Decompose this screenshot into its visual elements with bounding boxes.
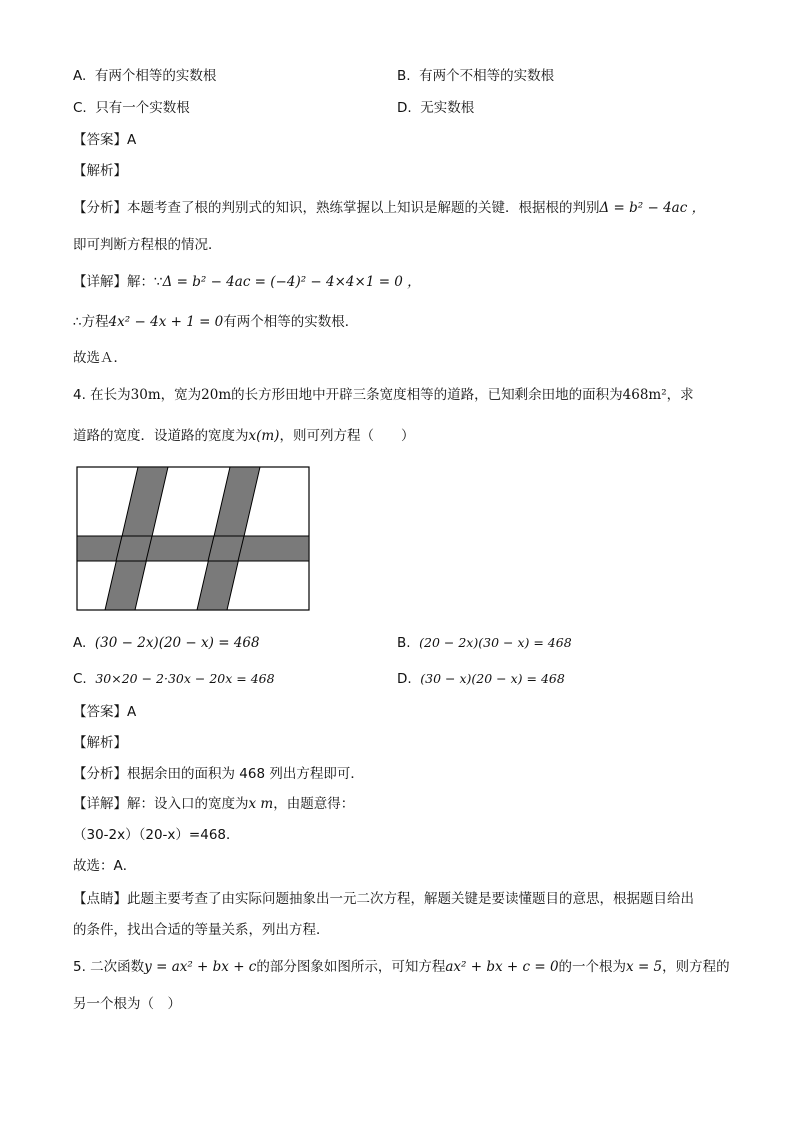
stem-text: 5. 二次函数 (73, 959, 145, 975)
q3-detail-line (73, 273, 421, 291)
stem-text: 的一个根为 (558, 959, 627, 975)
q3-option-c (73, 99, 190, 117)
stem-text: 的部分图象如图所示，可知方程 (256, 959, 446, 975)
known-root: x = 5 (626, 959, 663, 975)
option-text: 只有一个实数根 (95, 100, 190, 116)
q4-remark-line1: 【点睛】此题主要考查了由实际问题抽象出一元二次方程，解题关键是要读懂题目的意思，根据题目给出 (73, 891, 694, 907)
stem-text: ，求 (666, 387, 694, 403)
option-label: C. (73, 100, 87, 116)
detail-prefix: 【详解】解：∵ (73, 274, 163, 290)
analysis-text: 【分析】本题考查了根的判别式的知识，熟练掌握以上知识是解题的关键．根据根的判别 (73, 200, 600, 216)
option-formula: (30 − 2x)(20 − x) = 468 (94, 635, 260, 651)
quadratic-function: y = ax² + bx + c (144, 959, 257, 975)
option-label: D. (397, 100, 412, 116)
q5-stem-line2: 另一个根为（ ） (73, 996, 181, 1012)
therefore-formula: 4x² − 4x + 1 = 0 (108, 314, 224, 330)
option-label: A. (73, 68, 87, 84)
q3-option-a (73, 67, 216, 85)
stem-text: 的长方形田地中开辟三条宽度相等的道路，已知剩余田地的面积为 (231, 387, 623, 403)
option-label: B. (397, 635, 411, 651)
therefore-prefix: ∴方程 (73, 314, 109, 330)
option-label: A. (73, 635, 87, 651)
option-label: B. (397, 68, 411, 84)
q4-equation: （30-2x）（20-x）=468． (73, 827, 240, 843)
q4-detail (73, 795, 354, 813)
q4-analysis: 【分析】根据余田的面积为 468 列出方程即可． (73, 766, 364, 782)
option-text: 无实数根 (420, 100, 475, 116)
discriminant-formula: Δ = b² − 4ac ， (599, 200, 706, 216)
q3-therefore-line (73, 313, 358, 331)
q5-stem-line1 (73, 958, 730, 976)
stem-text: 4. 在长为 (73, 387, 131, 403)
option-formula: 30×20 − 2·30x − 20x = 468 (95, 671, 275, 686)
q4-option-b (397, 634, 572, 652)
q3-analysis-line1 (73, 199, 705, 217)
q3-answer: 【答案】A (73, 132, 137, 148)
road-width-variable: x(m) (248, 428, 280, 444)
q4-stem-line2 (73, 427, 414, 445)
length-value: 30m (130, 387, 161, 403)
q4-remark-line2: 的条件，找出合适的等量关系，列出方程． (73, 922, 330, 938)
q3-option-b (397, 67, 554, 85)
stem-text: ，宽为 (160, 387, 202, 403)
field-roads-figure (76, 466, 312, 612)
q4-option-d (397, 670, 565, 688)
stem-text: ，则方程的 (662, 959, 730, 975)
option-formula: (30 − x)(20 − x) = 468 (420, 671, 565, 686)
q4-option-a (73, 634, 260, 652)
option-text: 有两个相等的实数根 (94, 68, 217, 84)
q4-choose: 故选：A． (73, 858, 137, 874)
q4-answer: 【答案】A (73, 704, 137, 720)
detail-variable: x m (248, 796, 274, 812)
option-text: 有两个不相等的实数根 (419, 68, 555, 84)
option-label: D. (397, 671, 412, 687)
option-formula: (20 − 2x)(30 − x) = 468 (419, 635, 572, 650)
horizontal-road (77, 536, 309, 561)
q4-analysis-heading: 【解析】 (73, 735, 127, 751)
option-label: C. (73, 671, 87, 687)
stem-text: ，则可列方程（ ） (279, 428, 415, 444)
quadratic-equation: ax² + bx + c = 0 (445, 959, 559, 975)
stem-text: 道路的宽度．设道路的宽度为 (73, 428, 249, 444)
detail-formula: Δ = b² − 4ac = (−4)² − 4×4×1 = 0 ， (162, 274, 421, 290)
q4-option-c (73, 670, 275, 688)
q3-analysis-heading: 【解析】 (73, 163, 127, 179)
q4-stem-line1 (73, 386, 694, 404)
width-value: 20m (201, 387, 232, 403)
detail-text: 【详解】解：设入口的宽度为 (73, 796, 249, 812)
detail-text: ，由题意得： (273, 796, 355, 812)
q3-option-d (397, 99, 474, 117)
q3-analysis-line2: 即可判断方程根的情况． (73, 237, 222, 253)
area-value: 468m² (622, 387, 667, 403)
q3-choose: 故选Ａ． (73, 350, 127, 366)
therefore-suffix: 有两个相等的实数根． (223, 314, 359, 330)
